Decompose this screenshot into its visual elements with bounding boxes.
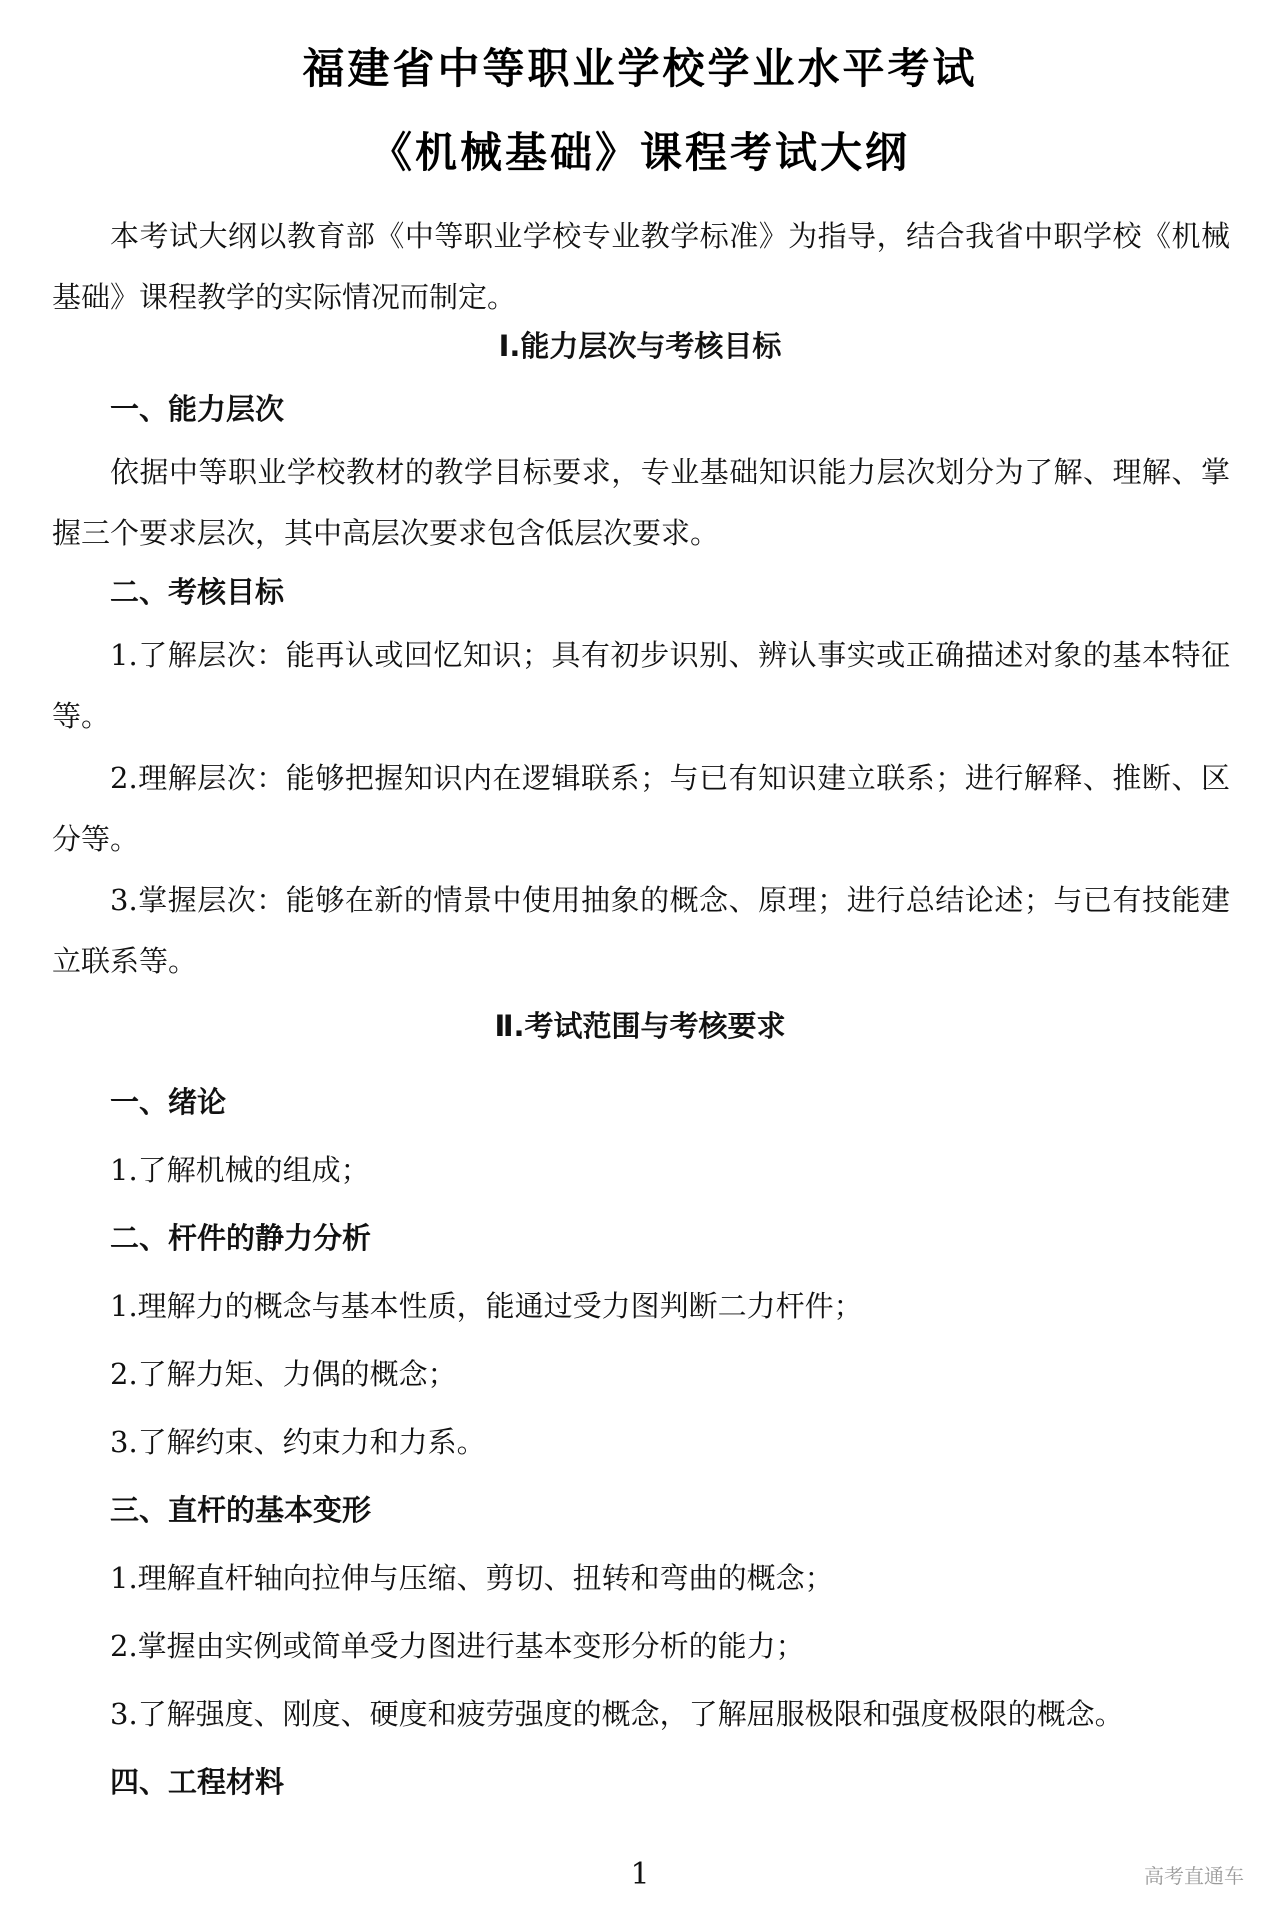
page-number: 1 [630, 1857, 650, 1892]
part-2-heading: Ⅱ.考试范围与考核要求 [494, 1009, 786, 1043]
section-heading-engineering-materials: 四、工程材料 [110, 1765, 285, 1799]
part-1-heading: Ⅰ.能力层次与考核目标 [498, 329, 782, 363]
list-item: 1.理解直杆轴向拉伸与压缩、剪切、扭转和弯曲的概念； [110, 1561, 834, 1595]
list-item: 3.了解约束、约束力和力系。 [110, 1425, 486, 1459]
section-heading-static-analysis: 二、杆件的静力分析 [110, 1221, 372, 1255]
ability-levels-paragraph: 依据中等职业学校教材的教学目标要求，专业基础知识能力层次划分为了解、理解、掌握三个要求层次，其中高层次要求包含低层次要求。 [52, 455, 1230, 550]
list-item: 2.了解力矩、力偶的概念； [110, 1357, 457, 1391]
document-title-line-1: 福建省中等职业学校学业水平考试 [302, 44, 978, 93]
section-heading-ability-levels: 一、能力层次 [110, 392, 285, 426]
list-item: 1.理解力的概念与基本性质，能通过受力图判断二力杆件； [110, 1289, 863, 1323]
assessment-goal-item: 1.了解层次：能再认或回忆知识；具有初步识别、辨认事实或正确描述对象的基本特征等。 [52, 638, 1230, 733]
assessment-goal-item: 3.掌握层次：能够在新的情景中使用抽象的概念、原理；进行总结论述；与已有技能建立联系等。 [52, 883, 1230, 978]
watermark: 高考直通车 [1144, 1864, 1244, 1888]
list-item: 1.了解机械的组成； [110, 1153, 370, 1187]
section-heading-assessment-goals: 二、考核目标 [110, 575, 285, 609]
list-item: 3.了解强度、刚度、硬度和疲劳强度的概念，了解屈服极限和强度极限的概念。 [110, 1697, 1124, 1731]
section-heading-introduction: 一、绪论 [110, 1085, 227, 1119]
section-heading-basic-deformation: 三、直杆的基本变形 [110, 1493, 372, 1527]
document-title-line-2: 《机械基础》课程考试大纲 [369, 128, 910, 177]
list-item: 2.掌握由实例或简单受力图进行基本变形分析的能力； [110, 1629, 805, 1663]
assessment-goal-item: 2.理解层次：能够把握知识内在逻辑联系；与已有知识建立联系；进行解释、推断、区分等。 [52, 761, 1230, 856]
intro-paragraph: 本考试大纲以教育部《中等职业学校专业教学标准》为指导，结合我省中职学校《机械基础》课程教学的实际情况而制定。 [52, 219, 1230, 314]
